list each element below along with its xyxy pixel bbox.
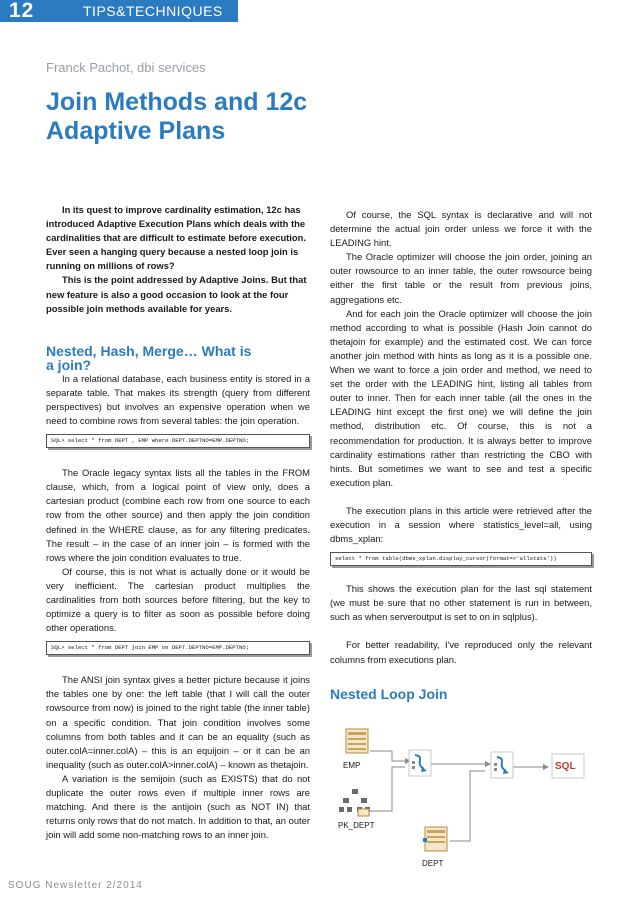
table-icon	[343, 727, 371, 757]
body-paragraph: Of course, the SQL syntax is declarative and will not determine the actual join order unless we force it with the LEADING hint.	[330, 209, 592, 249]
pk-dept-index-node	[338, 787, 382, 833]
body-paragraph: The execution plans in this article were retrieved after the execution in a session where statistics_level=all, using dbms_xplan:	[330, 504, 592, 545]
title-line-2: Adaptive Plans	[46, 117, 226, 145]
emp-label: EMP	[343, 760, 361, 770]
nested-loop-node-1	[408, 749, 432, 781]
page-number: 12	[9, 0, 35, 22]
pk-dept-label: PK_DEPT	[338, 820, 375, 830]
body-paragraph: A variation is the semijoin (such as EXISTS) that do not duplicate the outer rows even if multiple inner rows are matching. And there is the antijoin (such as NOT IN) that returns only rows that do not match. In addition to that, an outer join will add some non-matching rows to an inner join.	[46, 772, 310, 841]
body-paragraph: Of course, this is not what is actually done or it would be very inefficient. The cartesian product multiplies the cardinalities from both sources before filtering, but the key to optimize a query is to filter as soon as possible before doing other operations.	[46, 565, 310, 634]
left-column	[46, 203, 310, 842]
code-block: SQL> select * from DEPT , EMP where DEPT.DEPTNO=EMP.DEPTNO;	[46, 434, 310, 448]
nested-loop-heading: Nested Loop Join	[330, 685, 448, 702]
article-title	[46, 88, 406, 146]
body-paragraph: This shows the execution plan for the last sql statement (we must be sure that no other statement is run in between, such as when serveroutput is set to on in sqlplus).	[330, 583, 592, 623]
nested-loop-icon	[408, 749, 432, 777]
author-byline: Franck Pachot, dbi services	[46, 60, 206, 75]
header-bar	[0, 0, 238, 22]
lead-paragraph: This is the point addressed by Adaptive Joins. But that new feature is also a good occasion to look at the four possible join methods available for years.	[46, 274, 307, 314]
code-block: SQL> select * from DEPT join EMP on DEPT.DEPTNO=EMP.DEPTNO;	[46, 641, 310, 655]
index-icon	[338, 787, 372, 817]
dept-table-node	[422, 825, 454, 871]
execution-plan-diagram	[330, 701, 592, 901]
sql-node	[551, 753, 585, 783]
body-paragraph: For better readability, I've reproduced only the relevant columns from executions plan.	[330, 639, 592, 665]
body-paragraph: The ANSI join syntax gives a better picture because it joins the tables one by one: the left table (that I will call the outer rowsource from now) is joined to the right table (the inner table) on a specific condition. That join condition involves some columns from both tables and it can be an equality (such as outer.colA=inner.colA) – this is an equijoin – or it can be an inequality (such as outer.colA>inner.colA) – known as thetajoin.	[46, 674, 310, 770]
title-line-1: Join Methods and 12c	[46, 88, 308, 116]
body-paragraph: The Oracle legacy syntax lists all the tables in the FROM clause, which, from a logical point of view only, does a cartesian product (combine each row from one source to each row from the other source) and then apply the join condition defined in the WHERE clause, as for any filtering predicates. The result – in the case of an inner join – is formed with the rows where the join condition evaluates to true.	[46, 467, 310, 563]
heading-line-1: Nested, Hash, Merge… What is	[46, 342, 252, 359]
nested-loop-icon	[490, 751, 514, 779]
right-column	[330, 208, 592, 901]
heading-line-2: a join?	[46, 356, 92, 373]
sql-label: SQL	[555, 760, 576, 772]
body-paragraph: And for each join the Oracle optimizer will choose the join method according to what is possible (Hash Join cannot do thetajoin for example) and the estimated cost. We can force another join method with hints as long as it is a possible one. When we want to force a join order and method, we need to set the order with the LEADING hint, listing all tables from outer to inner. Then for each inner table (all the ones in the LEADING hint except the first one) we will define the join method, distribution etc. Of course, this is not a recommendation for production. It is always better to improve cardinality estimations rather than restricting the CBO with hints. But sometimes we want to see and test a specific execution plan.	[330, 307, 592, 488]
nested-loop-node-2	[490, 751, 514, 783]
lead-paragraphs	[46, 203, 310, 316]
table-icon	[422, 825, 450, 855]
lead-paragraph: In its quest to improve cardinality estimation, 12c has introduced Adaptive Execution Plans which deals with the cardinalities that are difficult to estimate before execution. Ever seen a hanging query because a nested loop join is running on millions of rows?	[46, 204, 306, 272]
emp-table-node	[343, 727, 375, 773]
section-label: TIPS&TECHNIQUES	[83, 3, 223, 19]
dept-label: DEPT	[422, 858, 444, 868]
page-footer: SOUG Newsletter 2/2014	[8, 880, 143, 891]
body-paragraph: The Oracle optimizer will choose the join order, joining an outer rowsource to an inner table, the outer rowsource being either the first table or the result from previous joins, aggregations etc.	[330, 251, 592, 305]
code-block: select * from table(dbms_xplan.display_cursor(format=>'allstats'))	[330, 552, 592, 566]
body-paragraph: In a relational database, each business entity is stored in a separate table. That makes its strength (query from different perspectives) but involves an expensive operation when we need to combine rows from several tables: the join operation.	[46, 372, 310, 427]
section-heading	[46, 344, 310, 372]
